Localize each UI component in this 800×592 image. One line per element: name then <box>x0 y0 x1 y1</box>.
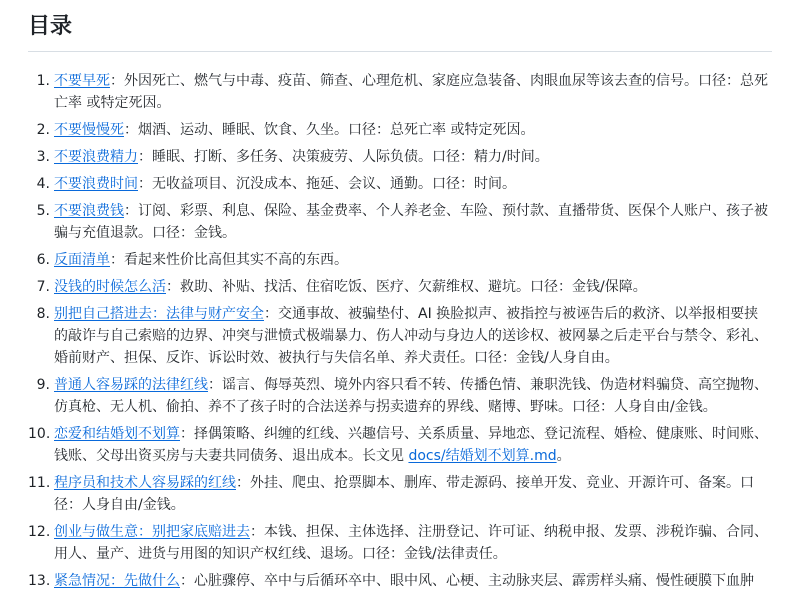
toc-link[interactable]: 普通人容易踩的法律红线 <box>54 377 208 393</box>
toc-description: 谣言、侮辱英烈、境外内容只看不转、传播色情、兼职洗钱、伪造材料骗贷、高空抛物、仿真枪、无人机、偷拍、养不了孩子时的合法送养与拐卖遗弃的界线、赌博、野味。口径：人身自由/金钱。 <box>54 377 768 415</box>
table-of-contents <box>28 70 772 592</box>
toc-item <box>54 276 772 298</box>
toc-item <box>54 119 772 141</box>
toc-description: 订阅、彩票、利息、保险、基金费率、个人养老金、车险、预付款、直播带货、医保个人账户、孩子被骗与充值退款。口径：金钱。 <box>54 203 768 241</box>
toc-link[interactable]: 不要浪费钱 <box>54 203 124 219</box>
toc-item <box>54 70 772 114</box>
toc-description: 看起来性价比高但其实不高的东西。 <box>124 252 348 268</box>
toc-separator: ： <box>208 377 222 393</box>
toc-separator: ： <box>124 122 138 138</box>
toc-link[interactable]: 反面清单 <box>54 252 110 268</box>
toc-description: 烟酒、运动、睡眠、饮食、久坐。口径：总死亡率 或特定死因。 <box>138 122 535 138</box>
toc-link[interactable]: 没钱的时候怎么活 <box>54 279 166 295</box>
toc-item <box>54 173 772 195</box>
toc-item <box>54 570 772 592</box>
toc-separator: ： <box>180 426 194 442</box>
toc-link[interactable]: 创业与做生意：别把家底赔进去 <box>54 524 250 540</box>
toc-description: 救助、补贴、找活、住宿吃饭、医疗、欠薪维权、避坑。口径：金钱/保障。 <box>180 279 647 295</box>
toc-link[interactable]: 不要早死 <box>54 73 110 89</box>
toc-item <box>54 423 772 467</box>
toc-link[interactable]: 不要慢慢死 <box>54 122 124 138</box>
toc-description: 交通事故、被骗垫付、AI 换脸拟声、被指控与被诬告后的救济、以举报相要挟的敲诈与自己索赔的边界、冲突与泄愤式极端暴力、伤人冲动与身边人的送诊权、被网暴之后走平台与禁令、彩礼、婚前财产、担保、反诈、诉讼时效、被执行与失信名单、养犬责任。口径：金钱/人身自由。 <box>54 306 768 366</box>
toc-link[interactable]: 恋爱和结婚划不划算 <box>54 426 180 442</box>
toc-item <box>54 374 772 418</box>
toc-separator: ： <box>110 252 124 268</box>
toc-description: 睡眠、打断、多任务、决策疲劳、人际负债。口径：精力/时间。 <box>152 149 549 165</box>
toc-item <box>54 521 772 565</box>
toc-link[interactable]: 紧急情况：先做什么 <box>54 573 180 589</box>
toc-item <box>54 249 772 271</box>
toc-description: 心脏骤停、卒中与后循环卒中、眼中风、心梗、主动脉夹层、霹雳样头痛、慢性硬膜下血肿 <box>194 573 754 589</box>
toc-separator: ： <box>166 279 180 295</box>
toc-link[interactable]: 不要浪费时间 <box>54 176 138 192</box>
toc-description-tail: 。 <box>556 448 571 464</box>
toc-separator: ： <box>180 573 194 589</box>
toc-separator: ： <box>124 203 138 219</box>
toc-item <box>54 200 772 244</box>
toc-link[interactable]: 不要浪费精力 <box>54 149 138 165</box>
toc-separator: ： <box>250 524 264 540</box>
toc-link[interactable]: 程序员和技术人容易踩的红线 <box>54 475 236 491</box>
page-title: 目录 <box>28 12 772 52</box>
toc-separator: ： <box>236 475 250 491</box>
toc-description: 本钱、担保、主体选择、注册登记、许可证、纳税申报、发票、涉税诈骗、合同、用人、量产、进货与用图的知识产权红线、退场。口径：金钱/法律责任。 <box>54 524 768 562</box>
toc-separator: ： <box>110 73 124 89</box>
doc-link[interactable]: docs/结婚划不划算.md <box>408 448 557 464</box>
toc-separator: ： <box>264 306 278 322</box>
toc-item <box>54 303 772 369</box>
toc-separator: ： <box>138 149 152 165</box>
toc-separator: ： <box>138 176 152 192</box>
toc-link[interactable]: 别把自己搭进去：法律与财产安全 <box>54 306 264 322</box>
toc-description: 外因死亡、燃气与中毒、疫苗、筛查、心理危机、家庭应急装备、肉眼血尿等该去查的信号。口径：总死亡率 或特定死因。 <box>54 73 768 111</box>
toc-description: 择偶策略、纠缠的红线、兴趣信号、关系质量、异地恋、登记流程、婚检、健康账、时间账、钱账、父母出资买房与夫妻共同债务、退出成本。长文见 <box>54 426 768 464</box>
toc-item <box>54 472 772 516</box>
toc-description: 外挂、爬虫、抢票脚本、删库、带走源码、接单开发、竞业、开源许可、备案。口径：人身自由/金钱。 <box>54 475 754 513</box>
toc-item <box>54 146 772 168</box>
toc-description: 无收益项目、沉没成本、拖延、会议、通勤。口径：时间。 <box>152 176 516 192</box>
